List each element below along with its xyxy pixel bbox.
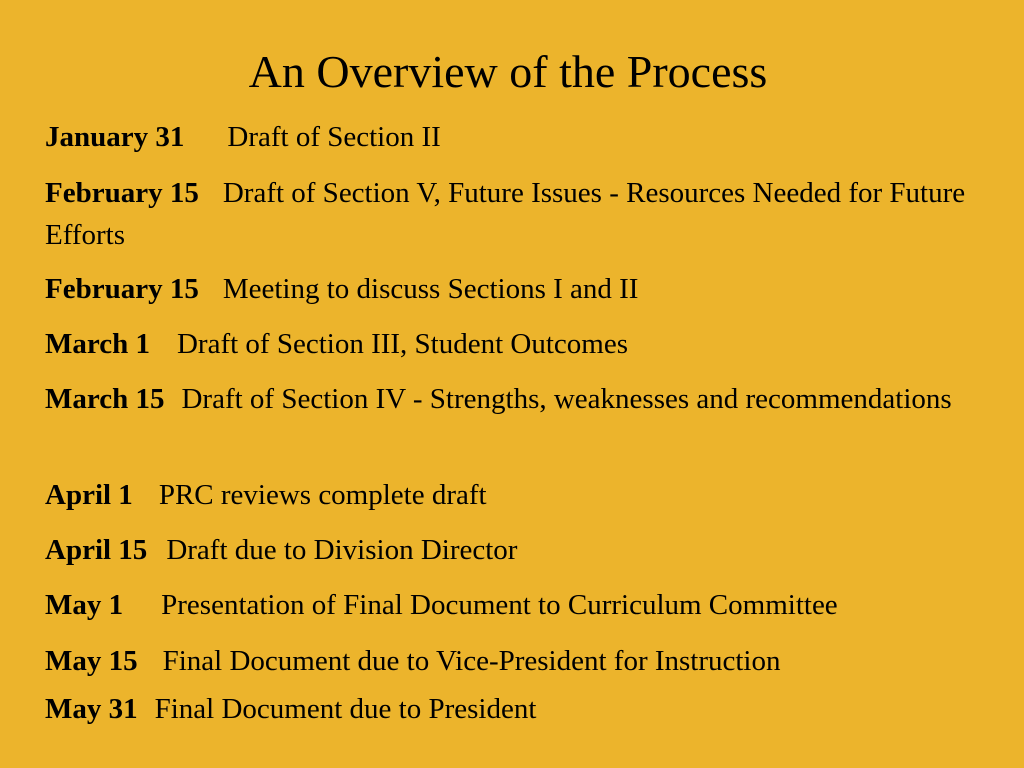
- timeline-entry: [45, 268, 995, 310]
- entry-text: Final Document due to Vice-President for Instruction: [162, 645, 781, 677]
- timeline-entry: [45, 584, 995, 626]
- entry-date: May 1: [45, 589, 124, 621]
- entry-text: Draft of Section III, Student Outcomes: [176, 328, 628, 360]
- entry-text: Draft of Section V, Future Issues - Resources Needed for Future Efforts: [45, 177, 966, 251]
- entry-date: March 1: [45, 328, 150, 360]
- timeline-entry: [45, 474, 995, 516]
- timeline-entry: [45, 688, 995, 730]
- timeline-entry: [45, 378, 995, 420]
- entry-text: Draft due to Division Director: [166, 534, 518, 566]
- entry-date: May 31: [45, 693, 138, 725]
- entry-text: Draft of Section IV - Strengths, weaknesses and recommendations: [181, 383, 952, 415]
- entry-text: Draft of Section II: [227, 121, 441, 153]
- entry-text: Meeting to discuss Sections I and II: [222, 273, 639, 305]
- slide-title: An Overview of the Process: [248, 46, 768, 97]
- timeline-entry: [45, 640, 995, 682]
- timeline-entry: [45, 116, 995, 158]
- entry-date: April 1: [45, 479, 133, 511]
- entry-text: Presentation of Final Document to Curriculum Committee: [161, 589, 838, 621]
- timeline-entry: [45, 529, 995, 571]
- entry-date: May 15: [45, 645, 138, 677]
- timeline-entry: [45, 172, 995, 256]
- entry-date: February 15: [45, 177, 199, 209]
- entry-text: Final Document due to President: [154, 693, 537, 725]
- entry-date: January 31: [45, 121, 185, 153]
- entry-date: February 15: [45, 273, 199, 305]
- entry-date: April 15: [45, 534, 148, 566]
- entry-date: March 15: [45, 383, 165, 415]
- entry-text: PRC reviews complete draft: [158, 479, 487, 511]
- timeline-entry: [45, 323, 995, 365]
